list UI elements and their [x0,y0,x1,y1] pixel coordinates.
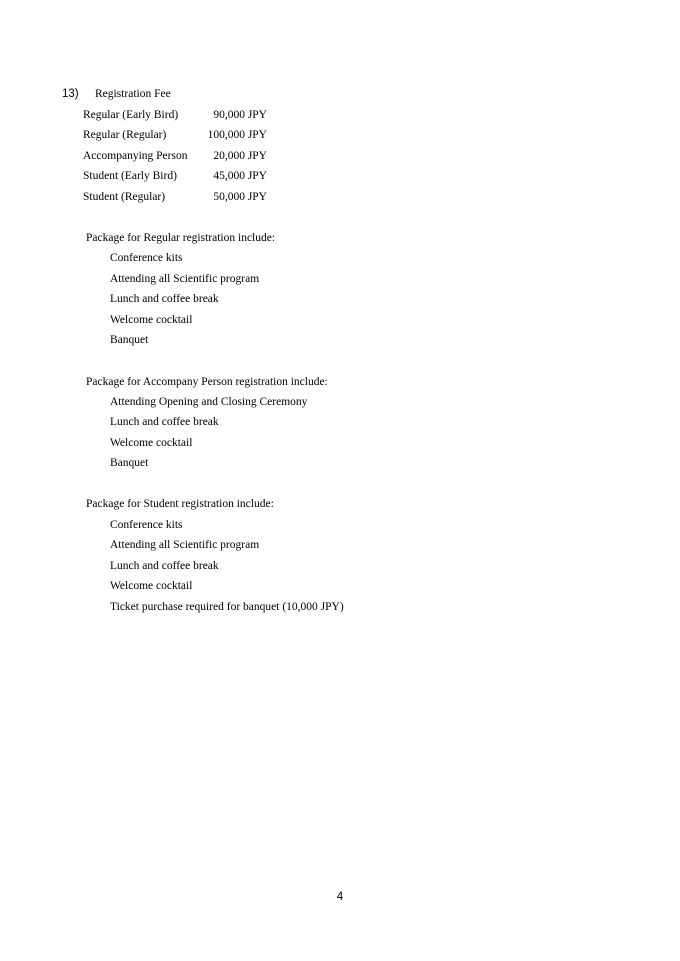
package-item: Lunch and coffee break [110,293,219,305]
package-heading: Package for Regular registration include: [86,232,276,244]
fee-row [83,190,273,204]
package-heading: Package for Student registration include: [86,498,274,510]
fee-price: 50,000 JPY [213,191,267,203]
page-number: 4 [336,891,344,903]
fee-row [83,149,273,163]
section-number: 13) [62,88,79,100]
fee-name: Regular (Regular) [83,129,167,141]
package-item: Banquet [110,457,149,469]
fee-row [83,169,273,183]
fee-row [83,128,273,142]
package-item: Welcome cocktail [110,437,193,449]
fee-price: 100,000 JPY [207,129,267,141]
fee-price: 45,000 JPY [213,170,267,182]
fee-name: Accompanying Person [83,150,188,162]
fee-price: 90,000 JPY [213,109,267,121]
package-item: Banquet [110,334,149,346]
fee-price: 20,000 JPY [213,150,267,162]
fee-name: Student (Regular) [83,191,166,203]
package-item: Welcome cocktail [110,580,193,592]
package-item: Ticket purchase required for banquet (10,000 JPY) [110,601,344,613]
package-item: Attending all Scientific program [110,539,260,551]
package-item: Conference kits [110,252,183,264]
package-item: Lunch and coffee break [110,560,219,572]
package-heading: Package for Accompany Person registration include: [86,376,328,388]
package-item: Lunch and coffee break [110,416,219,428]
package-item: Conference kits [110,519,183,531]
package-item: Welcome cocktail [110,314,193,326]
package-item: Attending Opening and Closing Ceremony [110,396,308,408]
fee-name: Regular (Early Bird) [83,109,179,121]
fee-name: Student (Early Bird) [83,170,177,182]
fee-row [83,108,273,122]
package-item: Attending all Scientific program [110,273,260,285]
section-title: Registration Fee [95,88,171,100]
